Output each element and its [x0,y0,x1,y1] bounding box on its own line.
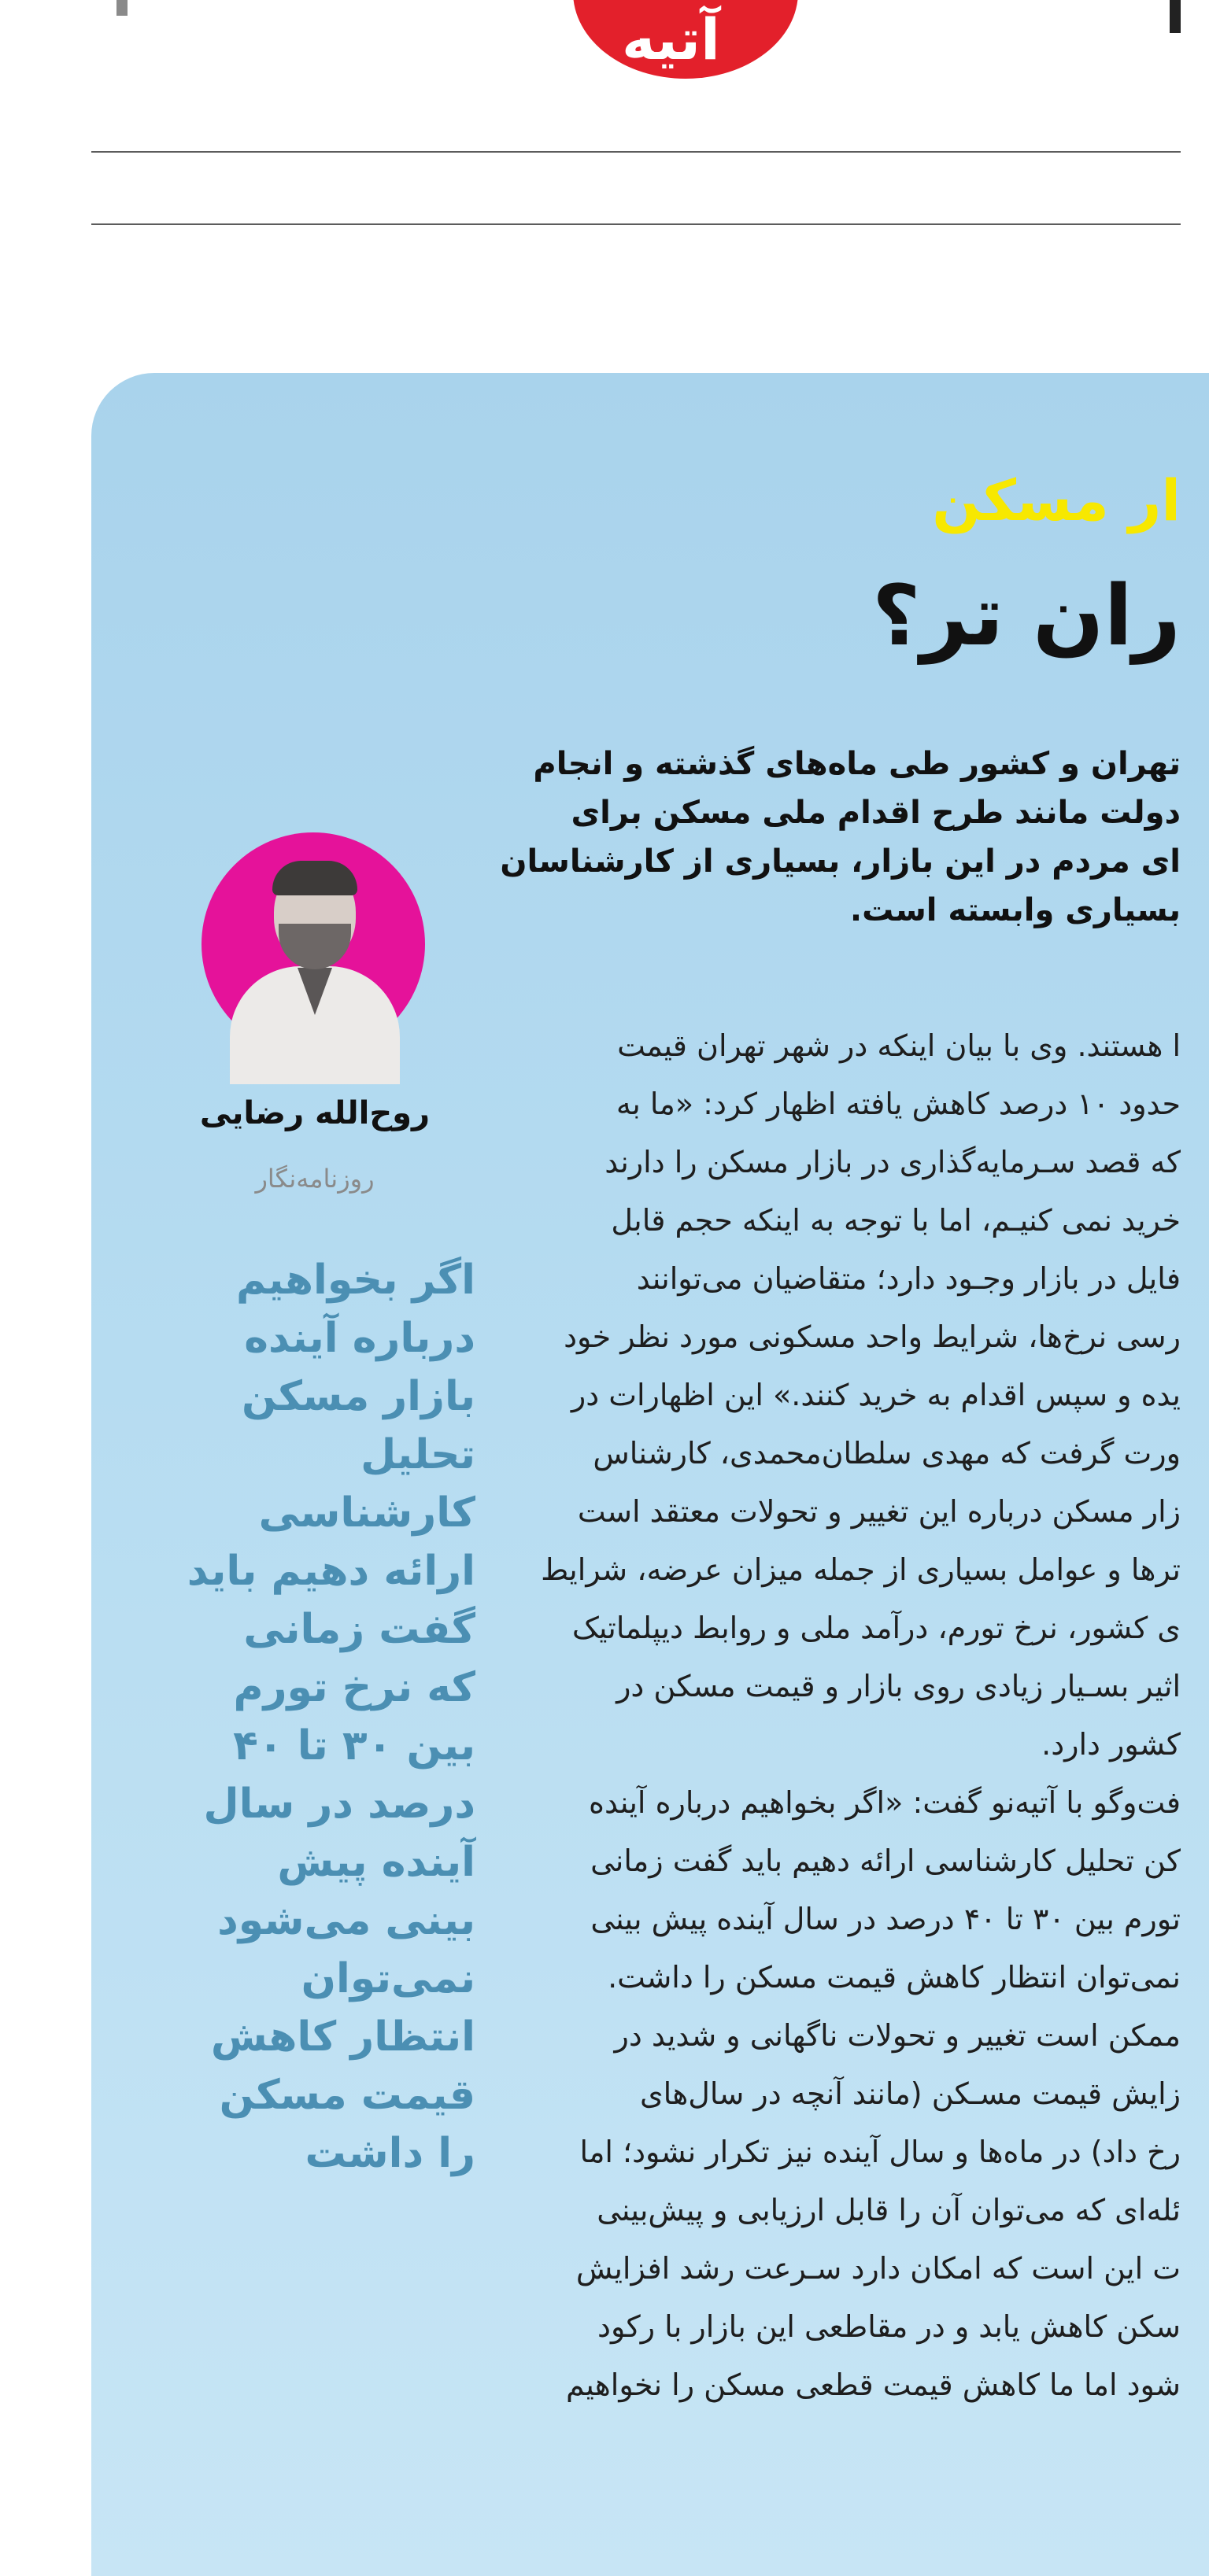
body-line: فایل در بازار وجـود دارد؛ متقاضیان می‌توانند [636,1261,1181,1296]
pull-quote-line: نمی‌توان [301,1955,475,2002]
body-line: کن تحلیل کارشناسی ارائه دهیم باید گفت زمانی [590,1843,1181,1878]
lead-line: ای مردم در این بازار، بسیاری از کارشناسان [500,843,1181,880]
avatar-hair [272,861,357,895]
body-line: ا هستند. وی با بیان اینکه در شهر تهران قیمت [617,1028,1181,1063]
lead-line: دولت مانند طرح اقدام ملی مسکن برای [571,795,1181,831]
pull-quote-line: آینده پیش [277,1839,475,1886]
masthead-mark-right [1170,0,1181,33]
pull-quote-line: که نرخ تورم [233,1664,475,1711]
pull-quote-line: کارشناسی [258,1489,475,1537]
pull-quote-line: بینی می‌شود [217,1897,475,1944]
body-line: که قصد سـرمایه‌گذاری در بازار مسکن را دارند [604,1145,1181,1179]
body-line: ممکن است تغییر و تحولات ناگهانی و شدید در [614,2018,1181,2053]
body-line: اثیر بسـیار زیادی روی بازار و قیمت مسکن در [616,1669,1181,1703]
logo-text: آتیه [622,6,720,72]
newspaper-logo[interactable] [573,0,798,79]
body-line: زار مسکن درباره این تغییر و تحولات معتقد است [577,1494,1181,1529]
masthead-rule-top [91,151,1181,153]
body-line: فت‌وگو با آتیه‌نو گفت: «اگر بخواهیم درباره آینده [589,1785,1181,1820]
body-line: خرید نمی‌ کنیـم، اما با توجه به اینکه حجم قابل [611,1203,1181,1238]
pull-quote-line: بازار مسکن [242,1373,475,1420]
pull-quote [154,1251,475,2353]
pull-quote-line: بین ۳۰ تا ۴۰ [233,1722,475,1770]
body-line: تر‌ها و عوامل بسیاری از جمله میزان عرضه، شرایط [541,1552,1181,1587]
pull-quote-line: اگر بخواهیم [235,1257,475,1304]
pull-quote-line: قیمت مسکن [219,2072,475,2119]
pull-quote-line: گفت زمانی [243,1606,475,1653]
article-lead [500,740,1181,991]
body-line: ی کشور، نرخ تورم، درآمد ملی و روابط دیپلماتیک [571,1611,1181,1645]
pull-quote-line: را داشت [305,2130,475,2177]
pull-quote-line: انتظار کاهش [210,2013,475,2061]
body-line: کشور دارد. [1041,1727,1181,1762]
body-line: ورت گرفت که مهدی سلطان‌محمدی، کارشناس [593,1436,1181,1471]
article-kicker: ار مسکن [932,467,1181,533]
body-line: حدود ۱۰ درصد کاهش یافته اظهار کرد: «ما به [616,1087,1181,1121]
lead-line: بسیاری وابسته است. [849,892,1181,928]
pull-quote-line: تحلیل [360,1431,475,1478]
body-line: سکن کاهش یابد و در مقاطعی این بازار با رکود [597,2309,1181,2344]
body-line: ئله‌ای که می‌توان آن را قابل ارزیابی و پیش‌بینی [597,2193,1181,2227]
lead-line: تهران و کشور طی ماه‌های گذشته و انجام [533,746,1181,782]
body-line: تورم بین ۳۰ تا ۴۰ درصد در سال آینده پیش بینی [590,1902,1181,1936]
pull-quote-line: ارائه دهیم باید [187,1548,475,1595]
body-line: رخ داد) در ماه‌ها و سال آینده نیز تکرار نشود؛ اما [579,2135,1181,2169]
masthead-mark-left [116,0,128,16]
body-line: شود اما ما کاهش قیمت قطعی مسکن را نخواهیم [565,2367,1181,2402]
pull-quote-line: درصد در سال [203,1781,475,1828]
body-line: رسی نرخ‌ها، شرایط واحد مسکونی مورد نظر خود [564,1319,1181,1354]
article-body [537,1017,1181,2534]
masthead-rule-bottom [91,223,1181,225]
author-role: روزنامه‌نگار [255,1164,375,1194]
author-name: روح‌الله رضایی [199,1095,431,1131]
pull-quote-line: درباره آینده [244,1315,475,1362]
body-line: ت این است که امکان دارد سـرعت رشد افزایش [575,2251,1181,2286]
article-headline: ران تر؟ [872,567,1181,664]
avatar-beard [279,924,351,969]
author-avatar [202,832,425,1056]
body-line: نمی‌توان انتظار کاهش قیمت مسکن را داشت. [608,1960,1181,1995]
body-line: یده و سپس اقدام به خرید کنند.» این اظهارات در [571,1378,1181,1412]
body-line: زایش قیمت مسـکن (مانند آنچه در سال‌های [639,2076,1181,2111]
